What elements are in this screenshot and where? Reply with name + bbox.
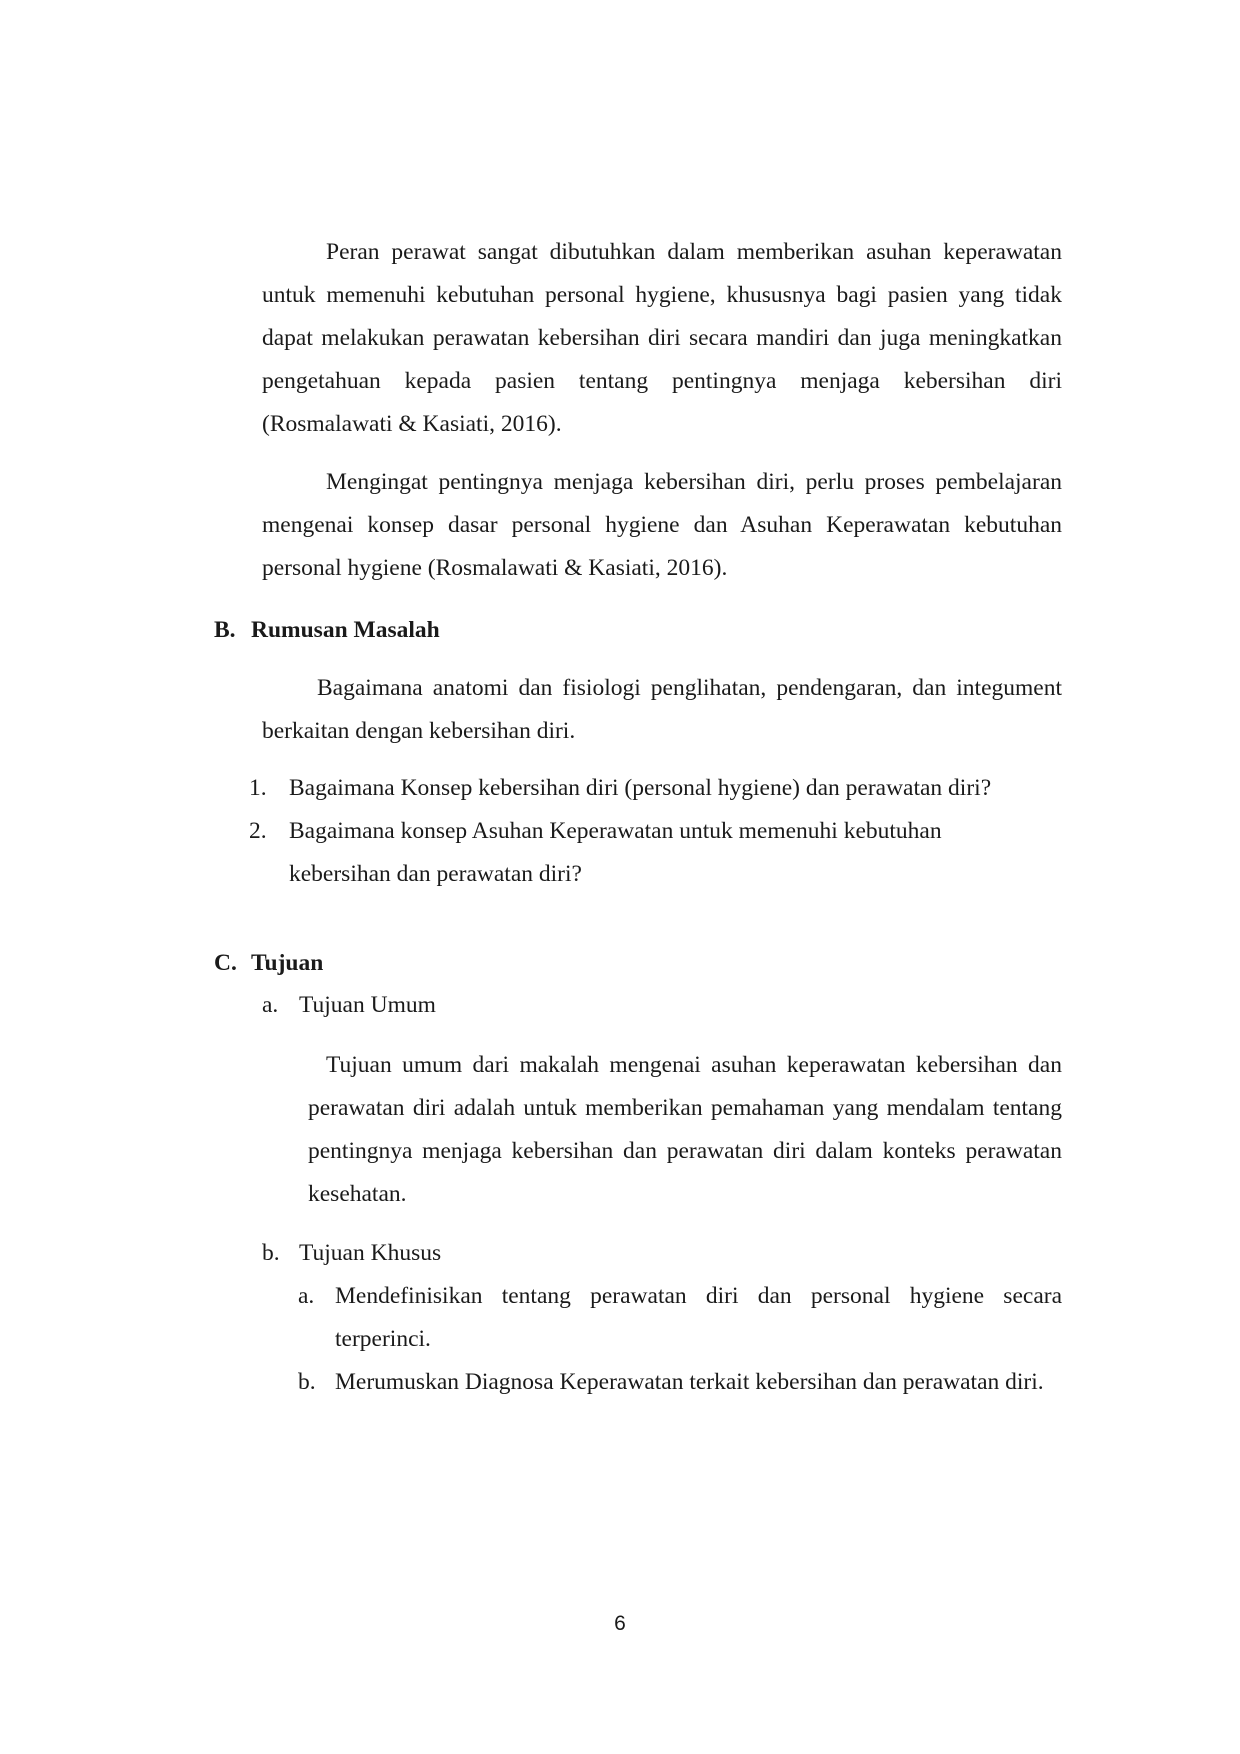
list-item-marker: b.: [298, 1369, 316, 1395]
list-item-text: Mendefinisikan tentang perawatan diri dan personal hygiene secara terperinci.: [335, 1283, 1062, 1352]
list-item: [249, 810, 1062, 896]
list-item: [249, 767, 1062, 810]
list-item-text: Bagaimana Konsep kebersihan diri (personal hygiene) dan perawatan diri?: [289, 775, 992, 801]
subheading-tujuan-khusus: [262, 1232, 662, 1275]
heading-rumusan-masalah: [214, 615, 440, 645]
list-item-text: Merumuskan Diagnosa Keperawatan terkait kebersihan dan perawatan diri.: [335, 1369, 1044, 1395]
heading-title: Tujuan: [251, 950, 324, 976]
paragraph-tujuan-umum: Tujuan umum dari makalah mengenai asuhan keperawatan kebersihan dan perawatan diri adalah untuk memberikan pemahaman yang mendalam tentang pentingnya menjaga kebersihan dan perawatan diri dalam konteks perawatan kesehatan.: [308, 1052, 1062, 1207]
page-number: 6: [614, 1612, 626, 1635]
heading-title: Rumusan Masalah: [251, 617, 440, 643]
subheading-marker: b.: [262, 1240, 280, 1266]
list-item: [298, 1275, 1062, 1361]
subheading-tujuan-umum: [262, 984, 662, 1027]
heading-marker: B.: [214, 617, 236, 643]
heading-marker: C.: [214, 950, 237, 976]
heading-tujuan: [214, 948, 323, 978]
list-item-marker: 2.: [249, 818, 267, 844]
paragraph-rumusan-intro: Bagaimana anatomi dan fisiologi penglihatan, pendengaran, dan integument berkaitan dengan kebersihan diri.: [262, 675, 1062, 744]
list-item-marker: a.: [298, 1283, 315, 1309]
list-item: [298, 1361, 1062, 1404]
list-item-marker: 1.: [249, 775, 267, 801]
paragraph-mengingat: Mengingat pentingnya menjaga kebersihan diri, perlu proses pembelajaran mengenai konsep dasar personal hygiene dan Asuhan Keperawatan kebutuhan personal hygiene (Rosmalawati & Kasiati, 2016).: [262, 469, 1062, 581]
subheading-title: Tujuan Umum: [299, 992, 436, 1018]
subheading-title: Tujuan Khusus: [299, 1240, 442, 1266]
list-item-text: Bagaimana konsep Asuhan Keperawatan untuk memenuhi kebutuhan kebersihan dan perawatan diri?: [289, 818, 942, 887]
paragraph-peran-perawat: Peran perawat sangat dibutuhkan dalam memberikan asuhan keperawatan untuk memenuhi kebutuhan personal hygiene, khususnya bagi pasien yang tidak dapat melakukan perawatan kebersihan diri secara mandiri dan juga meningkatkan pengetahuan kepada pasien tentang pentingnya menjaga kebersihan diri (Rosmalawati & Kasiati, 2016).: [262, 239, 1062, 437]
subheading-marker: a.: [262, 992, 279, 1018]
